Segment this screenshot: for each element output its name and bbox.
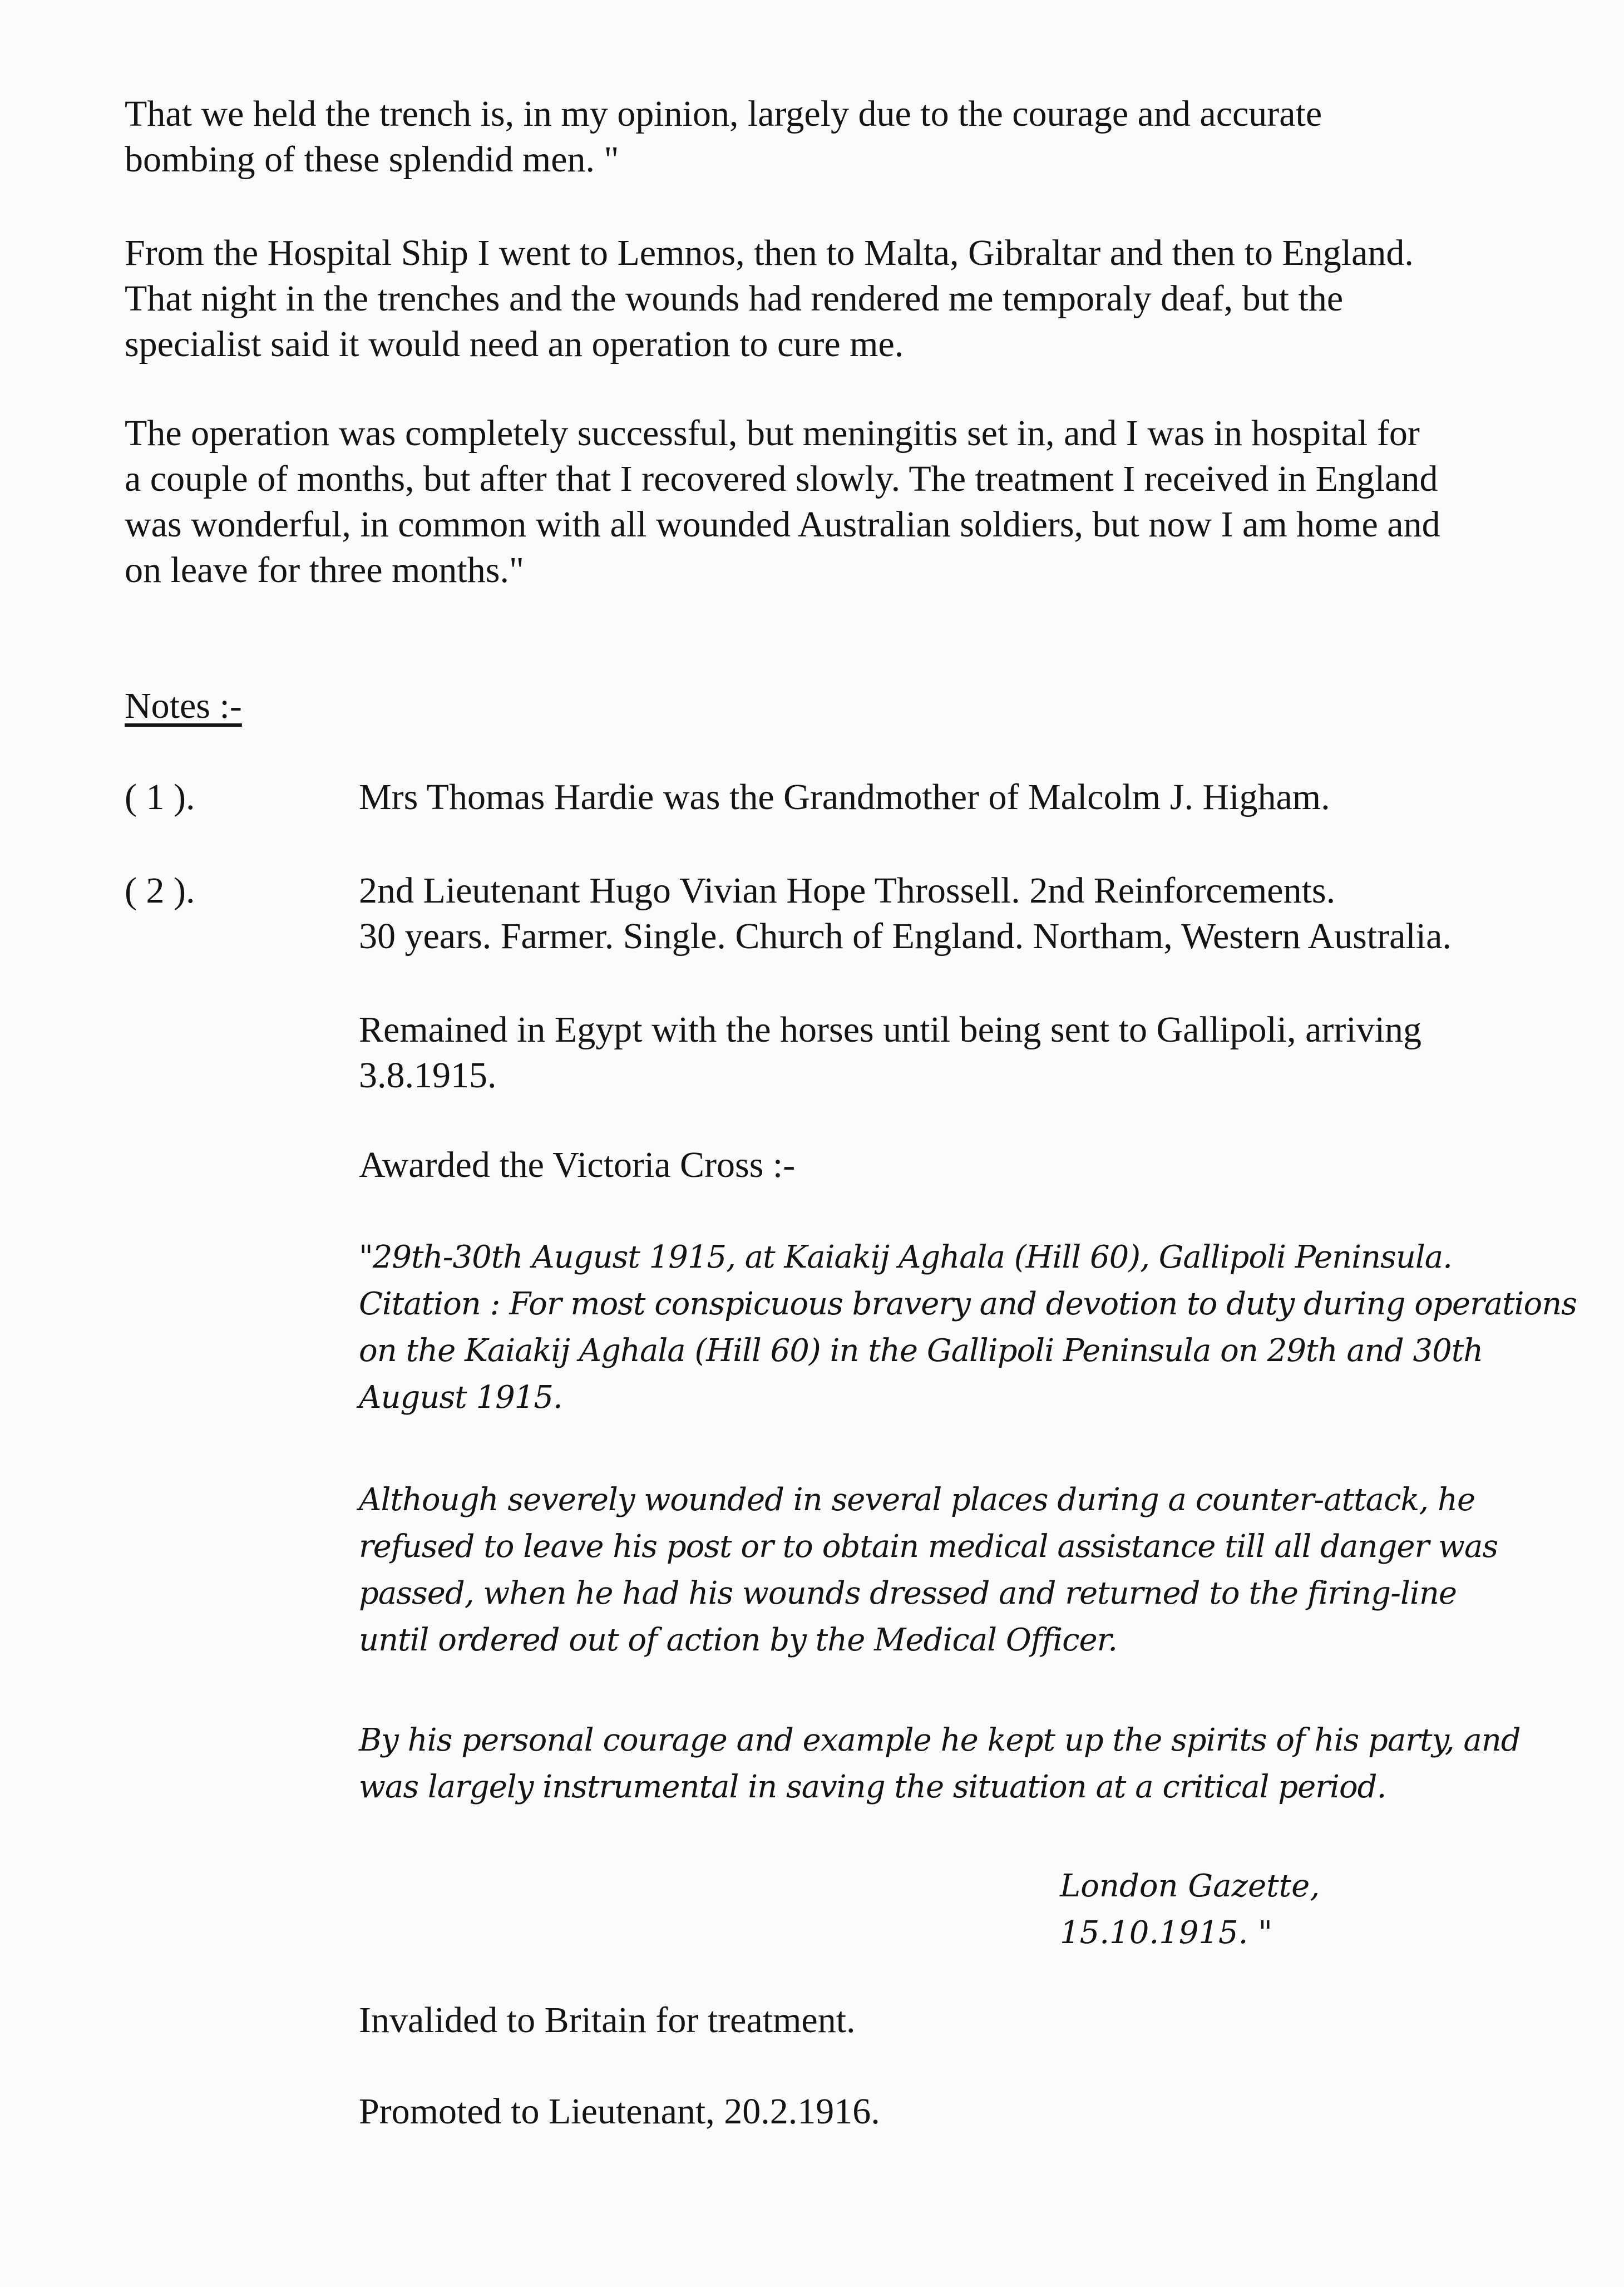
text-line: From the Hospital Ship I went to Lemnos, then to Malta, Gibraltar and then to England. [125,233,1414,273]
citation-line: until ordered out of action by the Medical Officer. [359,1622,1118,1658]
text-line: The operation was completely successful, but meningitis set in, and I was in hospital for [125,413,1420,454]
note-2-awarded: Awarded the Victoria Cross :- [359,1145,796,1185]
text-line: specialist said it would need an operation to cure me. [125,324,904,364]
citation-line: August 1915. [359,1379,562,1416]
citation-line: Although severely wounded in several places during a counter-attack, he [359,1482,1475,1518]
text-line: That we held the trench is, in my opinion, largely due to the courage and accurate [125,93,1322,134]
citation-line: refused to leave his post or to obtain medical assistance till all danger was [359,1529,1498,1565]
paragraph-operation [125,411,1549,593]
citation-line: on the Kaiakij Aghala (Hill 60) in the Gallipoli Peninsula on 29th and 30th [359,1333,1483,1369]
note-number: ( 2 ). [125,870,195,911]
gazette-reference [1060,1863,1320,1956]
text-line: bombing of these splendid men. " [125,139,619,180]
note-2-invalided: Invalided to Britain for treatment. [359,2000,856,2040]
citation-wounded-block [359,1477,1555,1664]
paragraph-trench [125,91,1549,183]
text-line: 3.8.1915. [359,1055,497,1096]
citation-line: was largely instrumental in saving the situation at a critical period. [359,1769,1386,1805]
citation-line: passed, when he had his wounds dressed and returned to the firing-line [359,1575,1457,1611]
text-line: a couple of months, but after that I recovered slowly. The treatment I received in England [125,459,1438,499]
notes-heading: Notes :- [125,686,242,726]
text-line: Remained in Egypt with the horses until being sent to Gallipoli, arriving [359,1009,1422,1050]
note-2-egypt [359,1007,1555,1098]
citation-courage-block [359,1717,1555,1811]
note-2-promoted: Promoted to Lieutenant, 20.2.1916. [359,2091,880,2132]
text-line: That night in the trenches and the wounds had rendered me temporaly deaf, but the [125,278,1344,319]
text-line: on leave for three months." [125,550,524,590]
text-line: was wonderful, in common with all wounded Australian soldiers, but now I am home and [125,504,1440,545]
text-line: 30 years. Farmer. Single. Church of England. Northam, Western Australia. [359,916,1452,957]
citation-line: "29th-30th August 1915, at Kaiakij Aghala (Hill 60), Gallipoli Peninsula. [359,1239,1452,1275]
note-2-intro [359,868,1555,959]
note-1-text: Mrs Thomas Hardie was the Grandmother of Malcolm J. Higham. [359,777,1330,817]
note-number: ( 1 ). [125,777,195,817]
citation-line: Citation : For most conspicuous bravery and devotion to duty during operations [359,1286,1577,1322]
gazette-line: London Gazette, [1060,1868,1320,1904]
gazette-line: 15.10.1915. " [1060,1915,1272,1951]
citation-line: By his personal courage and example he kept up the spirits of his party, and [359,1722,1521,1758]
text-line: 2nd Lieutenant Hugo Vivian Hope Throssell. 2nd Reinforcements. [359,870,1336,911]
paragraph-hospital-ship [125,230,1549,367]
citation-heading-block [359,1234,1577,1421]
